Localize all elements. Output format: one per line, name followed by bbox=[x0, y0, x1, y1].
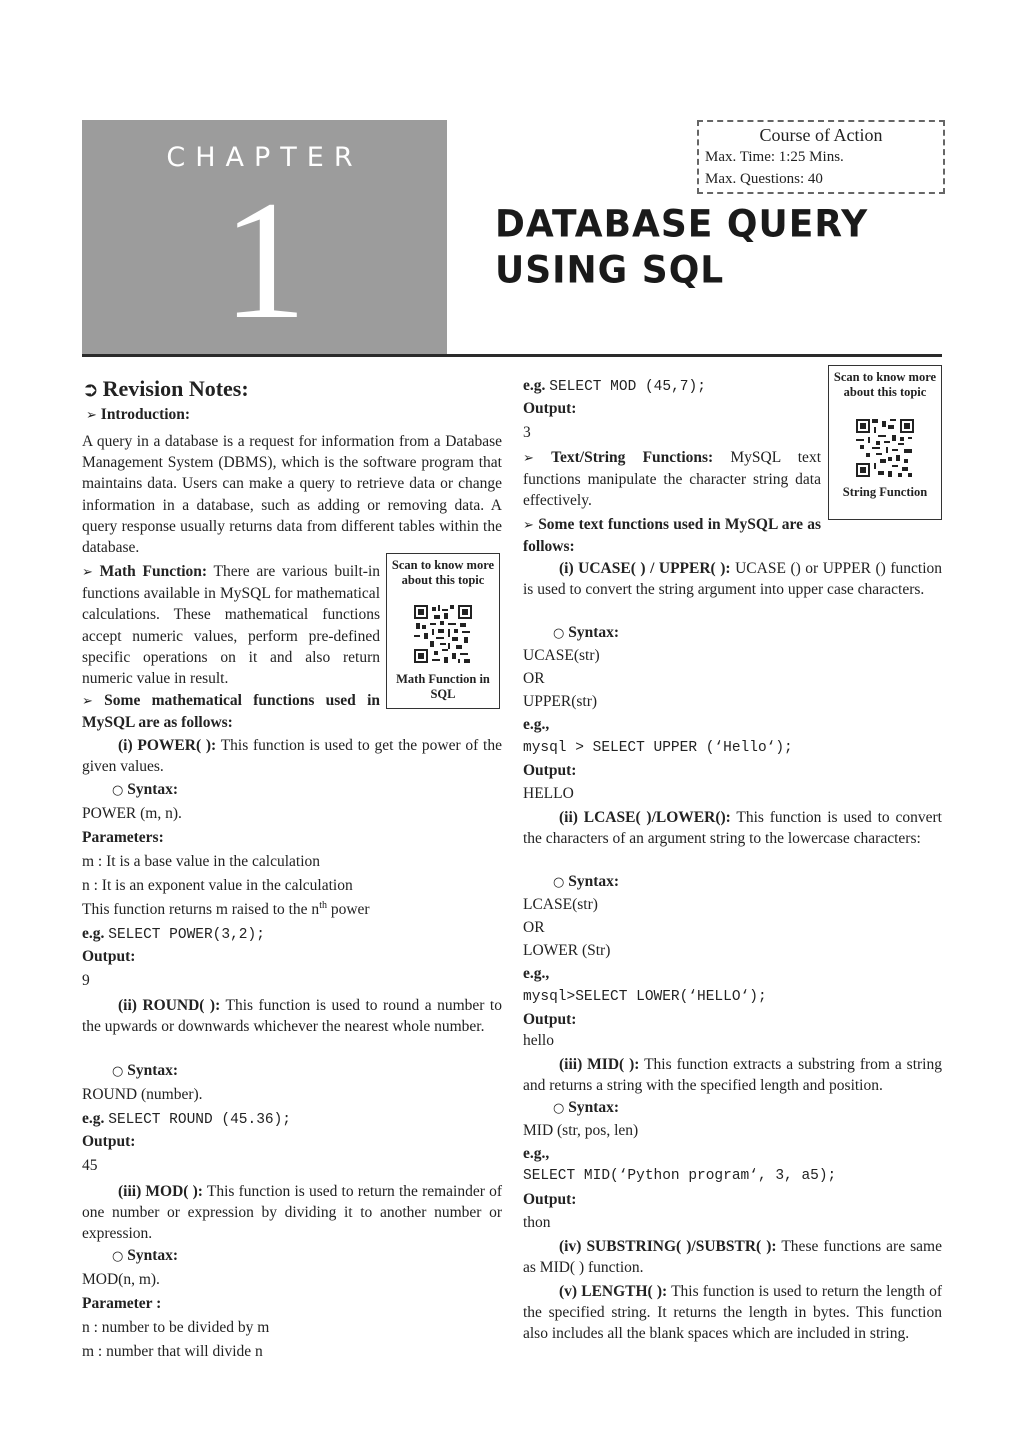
ucase-example: mysql > SELECT UPPER (‘Hello‘); bbox=[523, 740, 793, 756]
syntax-label: ○ Syntax: bbox=[112, 781, 179, 798]
length-paragraph: (v) LENGTH( ): This function is used to return the length of the specified string. It returns the length in bytes. This function also includes all the blank spaces which are included in string. bbox=[523, 1283, 942, 1343]
parameter-label: Parameter : bbox=[82, 1295, 162, 1312]
divider bbox=[82, 354, 942, 357]
output-label: Output: bbox=[82, 948, 136, 965]
qr-card-string[interactable] bbox=[828, 365, 942, 520]
syntax-label: ○ Syntax: bbox=[112, 1247, 179, 1264]
circle-bullet-icon: ○ bbox=[553, 875, 565, 890]
arrow-bullet-icon: ➢ bbox=[523, 451, 534, 466]
ucase-paragraph: (i) UCASE( ) / UPPER( ): UCASE () or UPPER () function is used to convert the string argument into upper case characters. bbox=[523, 560, 942, 599]
substr-paragraph: (iv) SUBSTRING( )/SUBSTR( ): These functions are same as MID( ) function. bbox=[523, 1238, 942, 1277]
qr-caption-bottom: Math Function in SQL bbox=[396, 672, 490, 701]
lcase-syntax: LCASE(str) bbox=[523, 896, 598, 913]
syntax-label: ○ Syntax: bbox=[553, 873, 620, 890]
ucase-output: HELLO bbox=[523, 785, 574, 802]
lcase-example: mysql>SELECT LOWER(‘HELLO‘); bbox=[523, 989, 767, 1005]
parameters-label: Parameters: bbox=[82, 829, 164, 846]
or-label: OR bbox=[523, 670, 545, 687]
some-math-heading: ➢ Some mathematical functions used in MySQL are as follows: bbox=[82, 692, 380, 732]
mod-example: e.g. SELECT MOD (45,7); bbox=[523, 377, 706, 395]
power-syntax: POWER (m, n). bbox=[82, 805, 182, 822]
lcase-output: hello bbox=[523, 1032, 554, 1049]
arrow-bullet-icon: ➢ bbox=[523, 518, 534, 533]
circle-bullet-icon: ○ bbox=[112, 1249, 124, 1264]
output-label: Output: bbox=[82, 1133, 136, 1150]
qr-caption-top: Scan to know more about this topic bbox=[391, 558, 495, 587]
returns-text: This function returns m raised to the $n^{th}$ power bbox=[82, 900, 370, 919]
mid-output: thon bbox=[523, 1214, 551, 1231]
output-label: Output: bbox=[523, 762, 577, 779]
chapter-title-line2: USING SQL bbox=[495, 248, 725, 293]
some-text-heading: ➢ Some text functions used in MySQL are as follows: bbox=[523, 516, 821, 556]
syntax-label: ○ Syntax: bbox=[553, 624, 620, 641]
output-label: Output: bbox=[523, 1011, 577, 1028]
round-output: 45 bbox=[82, 1157, 98, 1174]
max-time: Max. Time: 1:25 Mins. bbox=[705, 149, 844, 165]
mid-paragraph: (iii) MID( ): This function extracts a substring from a string and returns a string with the specified length and position. bbox=[523, 1056, 942, 1095]
param-m: m : It is a base value in the calculation bbox=[82, 853, 321, 870]
arrow-bullet-icon: ➢ bbox=[82, 565, 93, 580]
power-paragraph: (i) POWER( ): This function is used to get the power of the given values. bbox=[82, 737, 502, 776]
mod-syntax: MOD(n, m). bbox=[82, 1271, 160, 1288]
text-functions-paragraph: ➢ Text/String Functions: MySQL text functions manipulate the character string data effectively. bbox=[523, 449, 821, 510]
ucase-syntax: UCASE(str) bbox=[523, 647, 600, 664]
circle-bullet-icon: ○ bbox=[112, 783, 124, 798]
upper-syntax: UPPER(str) bbox=[523, 693, 598, 710]
power-output: 9 bbox=[82, 972, 90, 989]
intro-heading: ➢ Introduction: bbox=[86, 406, 191, 423]
syntax-label: ○ Syntax: bbox=[112, 1062, 179, 1079]
or-label: OR bbox=[523, 919, 545, 936]
lcase-paragraph: (ii) LCASE( )/LOWER(): This function is used to convert the characters of an argument string to the lowercase characters: bbox=[523, 809, 942, 848]
round-paragraph: (ii) ROUND( ): This function is used to round a number to the upwards or downwards whichever the nearest whole number. bbox=[82, 997, 502, 1036]
syntax-label: ○ Syntax: bbox=[553, 1099, 620, 1116]
circle-bullet-icon: ○ bbox=[112, 1064, 124, 1079]
eg-label: e.g., bbox=[523, 965, 550, 982]
chapter-title-line1: DATABASE QUERY bbox=[495, 202, 869, 247]
circle-bullet-icon: ○ bbox=[553, 626, 565, 641]
course-of-action-box bbox=[697, 120, 945, 194]
round-example: e.g. SELECT ROUND (45.36); bbox=[82, 1110, 291, 1128]
param-n: n : It is an exponent value in the calculation bbox=[82, 877, 353, 894]
mod-param-m: m : number that will divide n bbox=[82, 1343, 263, 1360]
arrow-bullet-icon: ➢ bbox=[82, 694, 93, 709]
circle-bullet-icon: ○ bbox=[553, 1101, 565, 1116]
mid-syntax: MID (str, pos, len) bbox=[523, 1122, 639, 1139]
qr-caption-top: Scan to know more about this topic bbox=[833, 370, 937, 399]
mid-example: SELECT MID(‘Python program‘, 3, a5); bbox=[523, 1168, 837, 1184]
output-label: Output: bbox=[523, 1191, 577, 1208]
chapter-block bbox=[82, 120, 447, 356]
round-syntax: ROUND (number). bbox=[82, 1086, 203, 1103]
chapter-number: 1 bbox=[222, 166, 307, 354]
revision-heading: ➲ Revision Notes: bbox=[82, 376, 249, 401]
max-questions: Max. Questions: 40 bbox=[705, 171, 823, 187]
mod-param-n: n : number to be divided by m bbox=[82, 1319, 270, 1336]
qr-code-icon[interactable] bbox=[414, 605, 472, 663]
circle-arrow-icon: ➲ bbox=[82, 377, 99, 401]
output-label: Output: bbox=[523, 400, 577, 417]
arrow-bullet-icon: ➢ bbox=[86, 408, 97, 423]
lower-syntax: LOWER (Str) bbox=[523, 942, 611, 959]
eg-label: e.g., bbox=[523, 1145, 550, 1162]
qr-code-icon[interactable] bbox=[856, 419, 914, 477]
chapter-word: CHAPTER bbox=[166, 142, 363, 173]
mod-output: 3 bbox=[523, 424, 531, 441]
eg-label: e.g., bbox=[523, 716, 550, 733]
mod-paragraph: (iii) MOD( ): This function is used to return the remainder of one number or expression by dividing it to another number or expression. bbox=[82, 1183, 502, 1243]
power-example: e.g. SELECT POWER(3,2); bbox=[82, 925, 265, 943]
math-function-paragraph: ➢ Math Function: There are various built-in functions available in MySQL for mathematical calculations. These mathematical functions accept numeric values, perform pre-defined specific operations on it and also return numeric value in result. bbox=[82, 563, 380, 688]
intro-text: A query in a database is a request for information from a Database Management System (DBMS), which is the software program that maintains data. Users can make a query to retrieve data or change information in a database, such as adding or removing data. A query response usually returns data from different tables within the database. bbox=[82, 433, 502, 557]
course-of-action-title: Course of Action bbox=[759, 125, 883, 145]
qr-caption-bottom: String Function bbox=[842, 485, 928, 499]
qr-card-math[interactable] bbox=[386, 553, 500, 709]
